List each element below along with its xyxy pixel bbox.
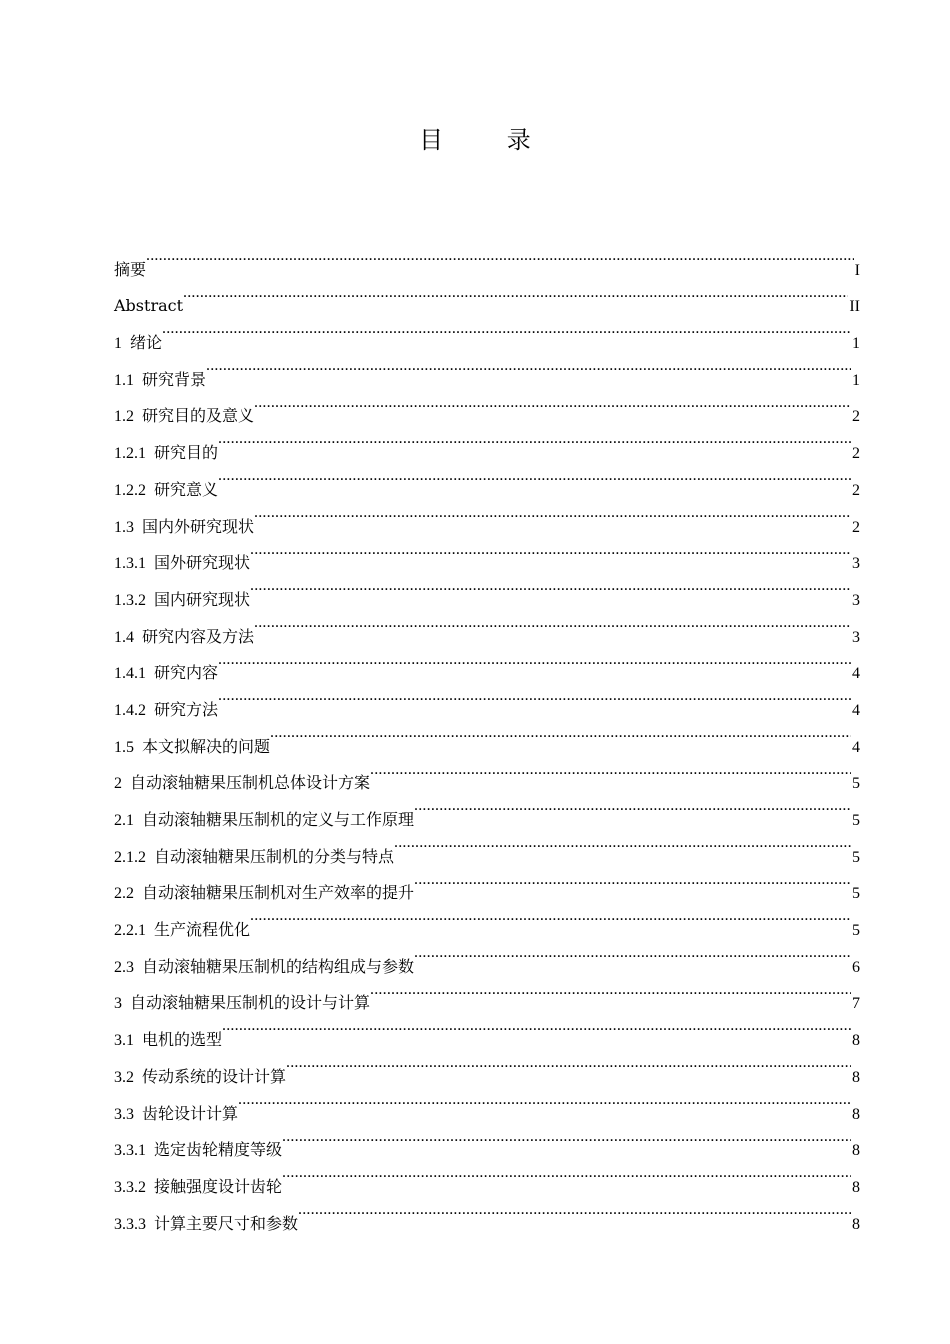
toc-entry-label xyxy=(114,839,394,877)
toc-entry-text: 选定齿轮精度等级 xyxy=(154,1140,283,1160)
toc-entry-number: 1.4.2 xyxy=(114,701,146,719)
toc-entry-number: 1 xyxy=(114,335,122,353)
toc-entry-text: 生产流程优化 xyxy=(154,920,251,940)
toc-entry-page: 2 xyxy=(852,445,860,463)
toc-entry-number: 3.3 xyxy=(114,1105,134,1123)
toc-entry-label xyxy=(114,1022,222,1060)
toc-entry-number: 2 xyxy=(114,775,122,793)
toc-entry-page: 5 xyxy=(852,848,860,866)
toc-entry[interactable] xyxy=(114,421,860,463)
toc-entry-number: 1.5 xyxy=(114,738,134,756)
toc-entry-label xyxy=(114,655,218,693)
toc-dot-leader xyxy=(218,421,851,458)
toc-dot-leader xyxy=(370,972,851,1009)
toc-entry-number: 1.1 xyxy=(114,371,134,389)
toc-entry-text: 本文拟解决的问题 xyxy=(142,736,271,756)
toc-entry-number: 2.2.1 xyxy=(114,922,146,940)
toc-dot-leader xyxy=(254,605,851,642)
toc-entry-label xyxy=(114,729,270,767)
toc-entry-number: 1.3.1 xyxy=(114,555,146,573)
toc-entry-page: 8 xyxy=(852,1068,860,1086)
toc-dot-leader xyxy=(218,642,851,679)
toc-dot-leader xyxy=(254,385,851,422)
toc-entry[interactable] xyxy=(114,348,860,389)
toc-entry[interactable] xyxy=(114,495,860,536)
toc-dot-leader xyxy=(238,1082,851,1119)
toc-entry-label xyxy=(114,252,146,290)
toc-entry-label xyxy=(114,435,218,473)
toc-entry-number: 1.3.2 xyxy=(114,591,146,609)
toc-entry-page: 2 xyxy=(852,481,860,499)
toc-entry-text: 齿轮设计计算 xyxy=(142,1103,239,1123)
toc-entry-number: 1.2.2 xyxy=(114,481,146,499)
toc-entry-number: 3.3.2 xyxy=(114,1178,146,1196)
toc-entry-page: 8 xyxy=(852,1215,860,1233)
toc-entry-text: 摘要 xyxy=(114,259,147,279)
toc-entry-text: 国内外研究现状 xyxy=(142,516,255,536)
toc-entry-text: Abstract xyxy=(114,296,184,316)
toc-entry-number: 3.3.1 xyxy=(114,1142,146,1160)
toc-entry-page: 5 xyxy=(852,812,860,829)
toc-entry-text: 研究目的 xyxy=(154,443,219,463)
toc-entry-text: 研究背景 xyxy=(142,369,207,389)
toc-dot-leader xyxy=(254,495,851,532)
toc-entry-page: 5 xyxy=(852,775,860,793)
toc-dot-leader xyxy=(286,1045,851,1082)
toc-entry-number: 3 xyxy=(114,995,122,1013)
toc-entry[interactable] xyxy=(114,385,860,426)
toc-list xyxy=(114,238,860,1233)
toc-entry[interactable] xyxy=(114,1045,860,1086)
toc-entry[interactable] xyxy=(114,275,860,316)
toc-entry-page: 4 xyxy=(852,701,860,719)
toc-dot-leader xyxy=(282,1119,851,1156)
toc-entry-number: 1.3 xyxy=(114,518,134,536)
toc-entry-page: 1 xyxy=(852,335,860,353)
toc-entry-text: 研究目的及意义 xyxy=(142,406,255,426)
toc-entry-page: 1 xyxy=(852,371,860,389)
toc-entry-number: 1.4.1 xyxy=(114,665,146,683)
toc-entry-page: 8 xyxy=(852,1178,860,1196)
toc-entry-label xyxy=(114,1206,298,1244)
toc-entry[interactable] xyxy=(114,1008,860,1050)
toc-entry-label xyxy=(114,692,218,730)
toc-entry-page: 8 xyxy=(852,1105,860,1123)
toc-entry-label xyxy=(114,949,414,987)
toc-dot-leader xyxy=(183,275,848,312)
toc-entry-label xyxy=(114,545,250,583)
toc-dot-leader xyxy=(370,752,851,789)
toc-entry-text: 自动滚轴糖果压制机的结构组成与参数 xyxy=(142,956,415,976)
toc-entry-label xyxy=(114,472,218,510)
toc-entry-number: 3.1 xyxy=(114,1032,134,1050)
toc-entry-number: 1.2.1 xyxy=(114,445,146,463)
toc-entry-label xyxy=(114,765,370,803)
toc-dot-leader xyxy=(414,935,851,972)
toc-entry-text: 研究意义 xyxy=(154,479,219,499)
toc-dot-leader xyxy=(394,825,851,862)
toc-entry-label xyxy=(114,1096,238,1134)
toc-dot-leader xyxy=(146,238,854,275)
toc-entry-page: 3 xyxy=(852,555,860,573)
toc-dot-leader xyxy=(414,788,851,825)
toc-dot-leader xyxy=(250,568,851,605)
toc-entry-text: 研究方法 xyxy=(154,699,219,719)
toc-entry-label xyxy=(114,509,254,547)
toc-entry-text: 国内研究现状 xyxy=(154,589,251,609)
toc-entry-page: 3 xyxy=(852,628,860,646)
toc-entry-page: 4 xyxy=(852,665,860,683)
toc-entry-number: 1.2 xyxy=(114,408,134,426)
toc-entry-number: 2.3 xyxy=(114,958,134,976)
toc-entry[interactable] xyxy=(114,642,860,683)
toc-dot-leader xyxy=(250,898,851,935)
toc-entry-page: 2 xyxy=(852,518,860,536)
toc-entry-label xyxy=(114,912,250,950)
toc-dot-leader xyxy=(414,862,851,899)
toc-dot-leader xyxy=(250,532,851,569)
toc-entry[interactable] xyxy=(114,458,860,499)
toc-entry[interactable] xyxy=(114,311,860,353)
toc-entry-page: I xyxy=(854,261,860,279)
toc-entry-label xyxy=(114,582,250,620)
toc-entry[interactable] xyxy=(114,715,860,756)
toc-entry-page: II xyxy=(849,298,860,316)
toc-entry-number: 2.1.2 xyxy=(114,848,146,866)
toc-entry-label xyxy=(114,362,206,400)
toc-entry-number: 1.4 xyxy=(114,628,134,646)
toc-dot-leader xyxy=(282,1155,851,1192)
toc-entry-page: 8 xyxy=(852,1032,860,1050)
toc-dot-leader xyxy=(270,715,851,752)
toc-entry-text: 绪论 xyxy=(130,333,163,353)
toc-entry-page: 5 xyxy=(852,885,860,903)
toc-entry-text: 研究内容及方法 xyxy=(142,626,255,646)
page-title: 目 录 xyxy=(419,126,559,154)
toc-entry-number: 2.1 xyxy=(114,812,134,829)
toc-entry-page: 2 xyxy=(852,408,860,426)
toc-dot-leader xyxy=(206,348,851,385)
toc-entry-number: 2.2 xyxy=(114,885,134,903)
toc-entry-text: 自动滚轴糖果压制机总体设计方案 xyxy=(130,773,371,793)
toc-entry-number: 3.3.3 xyxy=(114,1215,146,1233)
toc-entry[interactable] xyxy=(114,678,860,719)
toc-dot-leader xyxy=(218,458,851,495)
toc-entry-page: 6 xyxy=(852,958,860,976)
toc-entry-text: 国外研究现状 xyxy=(154,553,251,573)
toc-entry-page: 3 xyxy=(852,591,860,609)
toc-dot-leader xyxy=(218,678,851,715)
toc-entry-text: 自动滚轴糖果压制机的设计与计算 xyxy=(130,993,371,1013)
toc-entry-text: 传动系统的设计计算 xyxy=(142,1066,287,1086)
toc-entry-text: 自动滚轴糖果压制机的定义与工作原理 xyxy=(142,810,415,829)
toc-entry-page: 7 xyxy=(852,995,860,1013)
toc-entry-text: 自动滚轴糖果压制机的分类与特点 xyxy=(154,846,395,866)
toc-dot-leader xyxy=(222,1008,851,1045)
toc-entry-text: 接触强度设计齿轮 xyxy=(154,1176,283,1196)
toc-entry-text: 研究内容 xyxy=(154,663,219,683)
toc-entry-text: 计算主要尺寸和参数 xyxy=(154,1213,299,1233)
toc-entry-text: 自动滚轴糖果压制机对生产效率的提升 xyxy=(142,883,415,903)
toc-entry-page: 8 xyxy=(852,1142,860,1160)
toc-entry-label xyxy=(114,802,414,840)
toc-entry-page: 5 xyxy=(852,922,860,940)
toc-entry-number: 3.2 xyxy=(114,1068,134,1086)
toc-dot-leader xyxy=(298,1192,851,1229)
toc-entry[interactable] xyxy=(114,238,860,279)
toc-entry-label xyxy=(114,1132,282,1170)
toc-entry-text: 电机的选型 xyxy=(142,1030,223,1050)
toc-entry-label xyxy=(114,325,162,363)
toc-entry-page: 4 xyxy=(852,738,860,756)
toc-entry-label xyxy=(114,1169,282,1207)
toc-dot-leader xyxy=(162,311,851,348)
